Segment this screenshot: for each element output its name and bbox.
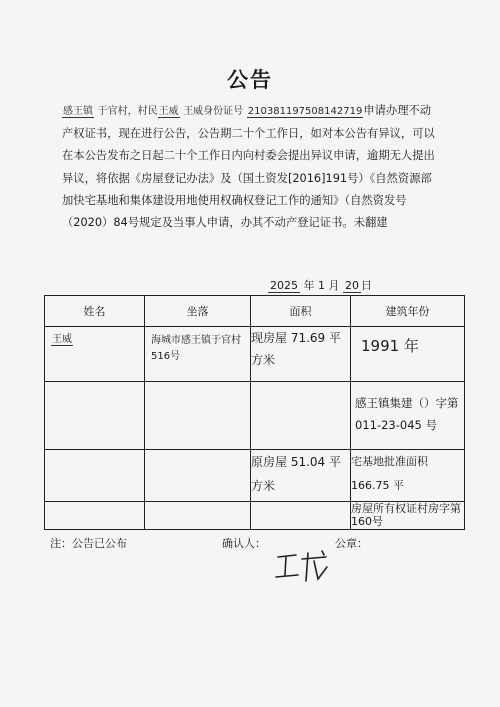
- notice-body: 申请办理不动产权证书，现在进行公告，公告期二十个工作日，如对本公告有异议，可以在本公告发布之日起二十个工作日内向村委会提出异议申请，逾期无人提出异议，将依据《房屋登记办法》及（国土资发[2016]191号）《自然资源部加快宅基地和集体建设用地使用权确权登记工作的通知》（自然资发号（2020）84号规定及当事人申请，办其不动产登记证书。未翻建: [62, 104, 435, 230]
- date-day: 20: [345, 279, 359, 292]
- footer-seal: 公章：: [335, 537, 368, 550]
- village-text: 于官村，村民: [97, 106, 158, 117]
- property-location: 海城市感王镇于官村516号: [145, 327, 251, 382]
- document-title: 公告: [227, 68, 273, 92]
- id-label: 王威身份证号: [183, 106, 244, 117]
- header-build-year: 建筑年份: [351, 296, 465, 327]
- footer-confirm: 确认人：: [222, 537, 266, 550]
- header-name: 姓名: [45, 296, 145, 327]
- table-row: [45, 502, 465, 530]
- collective-cert: 感王镇集建（）字第 011-23-045 号: [351, 382, 465, 450]
- owner-name: 王威: [45, 327, 145, 382]
- handwritten-signature: [272, 545, 332, 589]
- area-original: 原房屋 51.04 平方米: [251, 450, 351, 502]
- table-row: [45, 450, 465, 502]
- notice-paragraph: [62, 100, 440, 234]
- person-name: 王威: [158, 106, 179, 117]
- date-month-unit: 月: [328, 279, 340, 292]
- id-number: 210381197508142719: [247, 106, 363, 117]
- signature-mark: [272, 545, 332, 585]
- town-name: 感王镇: [63, 106, 93, 117]
- notice-date: [268, 277, 372, 293]
- date-year-unit: 年: [303, 279, 315, 292]
- property-cert: 房屋所有权证村房字第160号: [351, 502, 465, 530]
- footer-note: 注：公告已公布: [50, 537, 127, 550]
- area-current: 现房屋 71.69 平方米: [251, 327, 351, 382]
- header-location: 坐落: [145, 296, 251, 327]
- header-area: 面积: [251, 296, 351, 327]
- date-month: 1: [318, 279, 325, 292]
- table-row: [45, 382, 465, 450]
- date-year: 2025: [270, 279, 298, 292]
- build-year: 1991 年: [351, 327, 465, 382]
- homestead-area: 宅基地批准面积 166.75 平: [351, 450, 465, 502]
- property-table: [44, 295, 465, 530]
- table-row: [45, 327, 465, 382]
- table-header-row: [45, 296, 465, 327]
- date-day-unit: 日: [361, 279, 372, 292]
